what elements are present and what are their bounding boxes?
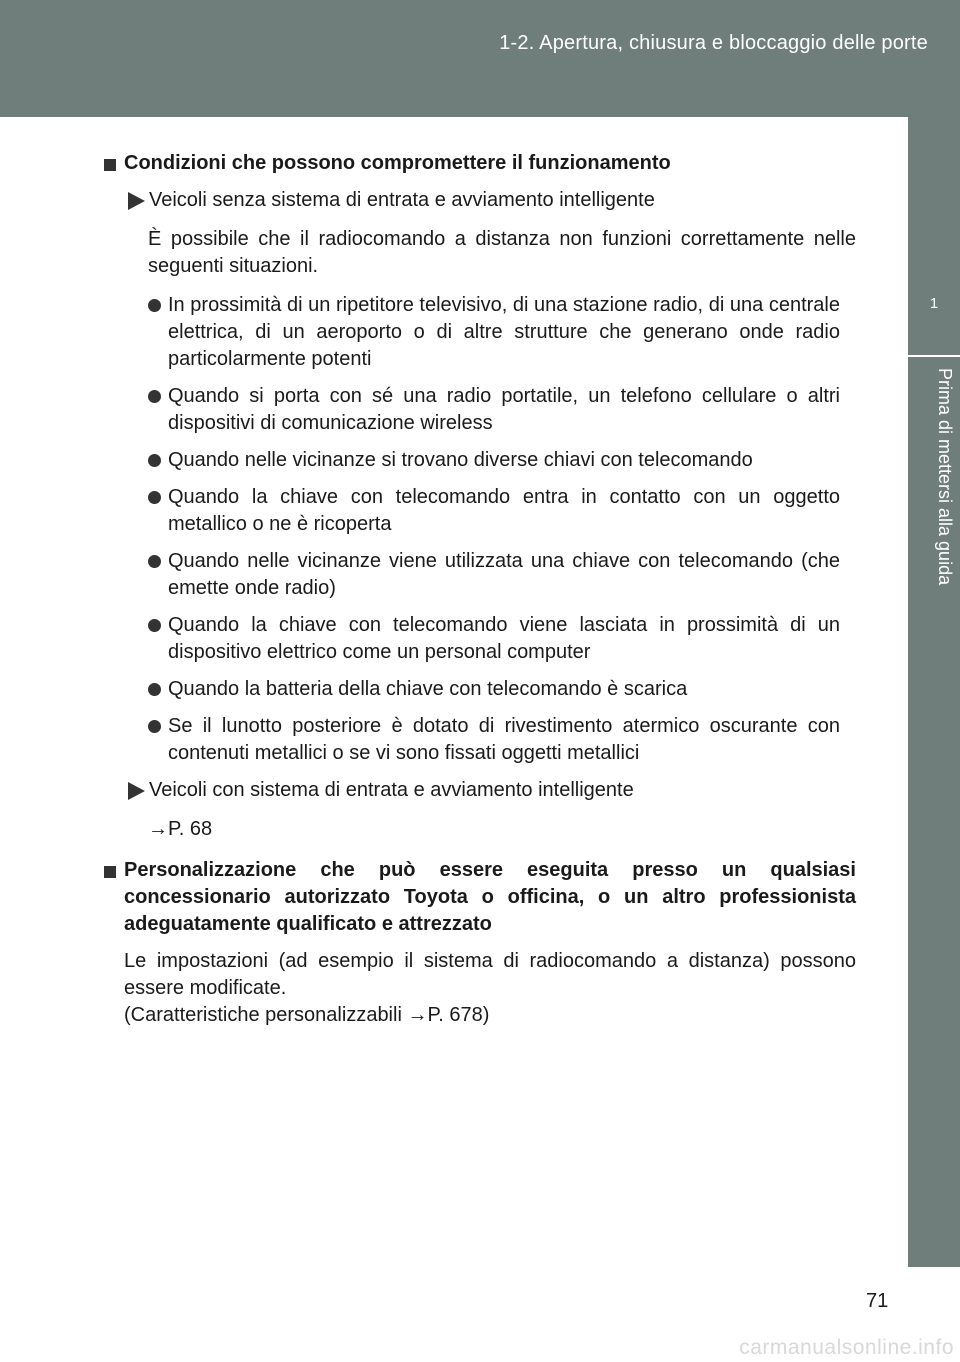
triangle-arrow-icon [128,782,145,800]
list-item: Quando si porta con sé una radio portatile, un telefono cellulare o altri dispositivi di comunicazione wireless [148,383,840,437]
customization-paragraph: Le impostazioni (ad esempio il sistema di radiocomando a distanza) possono essere modificate. [124,950,856,999]
chapter-title: 1-2. Apertura, chiusura e bloccaggio delle porte [499,32,928,54]
square-bullet-icon [104,159,116,171]
list-item: Quando la chiave con telecomando viene lasciata in prossimità di un dispositivo elettrico come un personal computer [148,612,840,666]
watermark-text: carmanualsonline.info [739,1336,954,1359]
subsection-with-smart-key [104,777,856,804]
page-header [0,0,960,117]
conditions-list [148,292,840,767]
side-tab-label: Prima di mettersi alla guida [935,368,955,586]
page-number: 71 [866,1290,889,1312]
section-heading-customization: Personalizzazione che può essere eseguita presso un qualsiasi concessionario autorizzato Toyota o officina, o un altro professionista adeguatamente qualificato e attrezzato [104,857,856,938]
list-item: Quando la batteria della chiave con telecomando è scarica [148,676,840,703]
bullet-dot-icon [148,299,161,312]
subsection-label: Veicoli con sistema di entrata e avviamento intelligente [149,779,634,801]
bullet-dot-icon [148,555,161,568]
main-content [104,150,856,1041]
list-item: Quando nelle vicinanze viene utilizzata una chiave con telecomando (che emette onde radio) [148,548,840,602]
bullet-dot-icon [148,491,161,504]
bullet-dot-icon [148,683,161,696]
section-heading-conditions: Condizioni che possono compromettere il funzionamento [104,150,856,177]
side-tab-number: 1 [929,295,939,312]
bullet-dot-icon [148,390,161,403]
intro-paragraph: È possibile che il radiocomando a distanza non funzioni correttamente nelle seguenti situazioni. [148,228,856,277]
bullet-dot-icon [148,619,161,632]
list-item: Quando nelle vicinanze si trovano diverse chiavi con telecomando [148,447,840,474]
customization-reference: (Caratteristiche personalizzabili →P. 678) [124,1004,490,1026]
subsection-without-smart-key [104,187,856,214]
bullet-dot-icon [148,720,161,733]
list-item: In prossimità di un ripetitore televisivo, di una stazione radio, di una centrale elettrica, di un aeroporto o di altre strutture che generano onde radio particolarmente potenti [148,292,840,373]
side-tab-divider [908,355,960,357]
subsection-label: Veicoli senza sistema di entrata e avviamento intelligente [149,189,655,211]
side-tab-number-box [908,117,960,355]
page-reference: →P. 68 [148,818,213,840]
bullet-dot-icon [148,454,161,467]
list-item: Quando la chiave con telecomando entra in contatto con un oggetto metallico o ne è ricoperta [148,484,840,538]
square-bullet-icon [104,866,116,878]
list-item: Se il lunotto posteriore è dotato di rivestimento atermico oscurante con contenuti metallici o se vi sono fissati oggetti metallici [148,713,840,767]
triangle-arrow-icon [128,192,145,210]
